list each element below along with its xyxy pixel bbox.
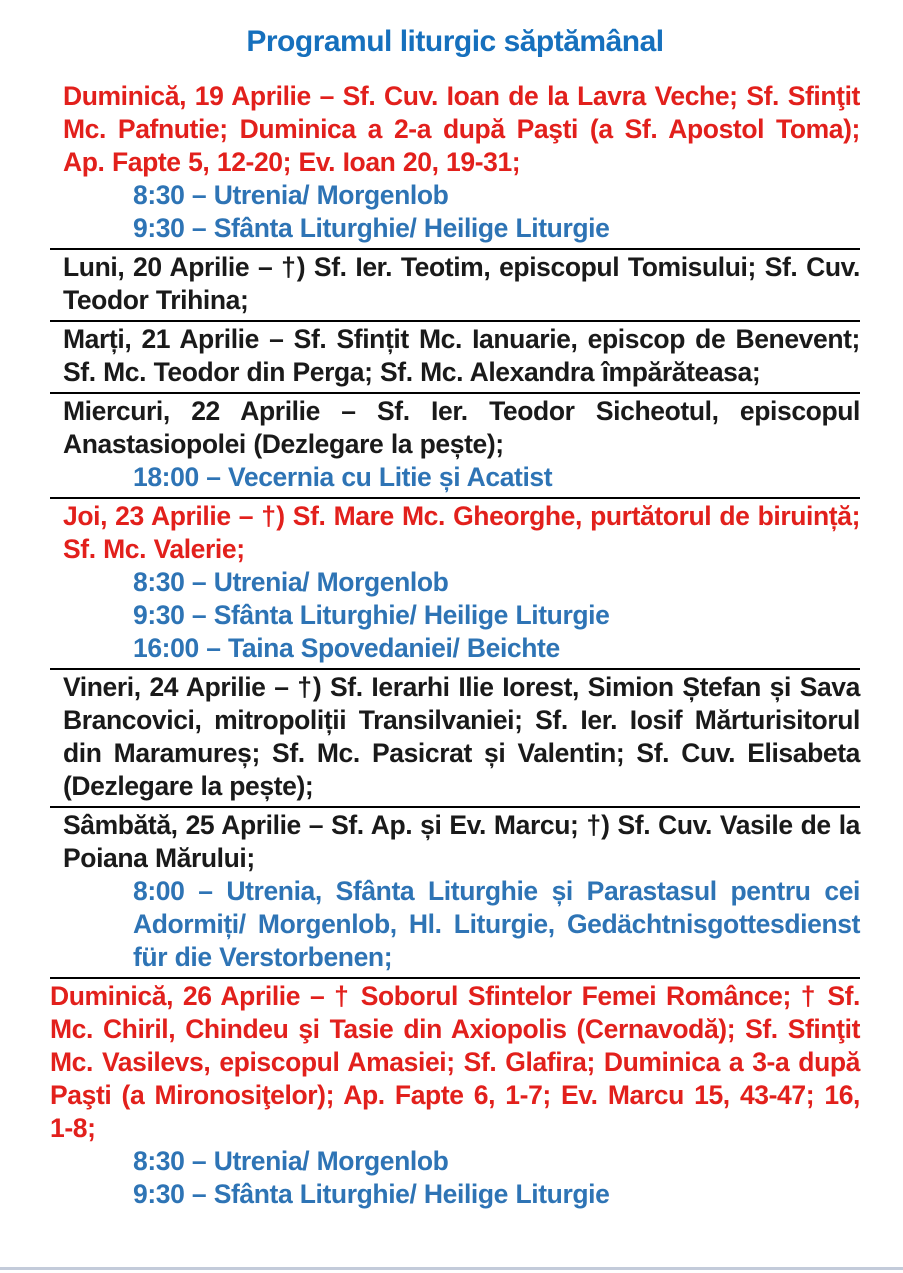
day-schedule: [50, 875, 860, 974]
schedule-line: 8:30 – Utrenia/ Morgenlob: [133, 567, 449, 597]
day-schedule: [50, 179, 860, 245]
section-separator: [50, 497, 860, 499]
schedule-line: 9:30 – Sfânta Liturghie/ Heilige Liturgie: [133, 213, 610, 243]
page-bottom-rule: [0, 1267, 903, 1270]
section-separator: [50, 392, 860, 394]
schedule-line: 9:30 – Sfânta Liturghie/ Heilige Liturgie: [133, 1179, 610, 1209]
day-section: [50, 248, 860, 317]
section-separator: [50, 320, 860, 322]
day-entry-text: Miercuri, 22 Aprilie – Sf. Ier. Teodor Sicheotul, episcopul Anastasiopolei (Dezlegare la pește);: [63, 396, 860, 459]
schedule-line: 8:30 – Utrenia/ Morgenlob: [133, 180, 449, 210]
day-entry-text: Vineri, 24 Aprilie – †) Sf. Ierarhi Ilie Iorest, Simion Ștefan și Sava Brancovici, mitropoliții Transilvaniei; Sf. Ier. Iosif Mărturisitorul din Maramureș; Sf. Mc. Pasicrat și Valentin; Sf. Cuv. Elisabeta (Dezlegare la pește);: [63, 672, 860, 801]
day-entry-text: Luni, 20 Aprilie – †) Sf. Ier. Teotim, episcopul Tomisului; Sf. Cuv. Teodor Trihina;: [63, 252, 860, 315]
day-section: [50, 668, 860, 803]
schedule-line: 16:00 – Taina Spovedaniei/ Beichte: [133, 633, 560, 663]
day-section: [50, 977, 860, 1211]
day-section: [50, 392, 860, 494]
page-title: Programul liturgic săptămânal: [246, 25, 664, 58]
day-entry-text: Marți, 21 Aprilie – Sf. Sfințit Mc. Ianuarie, episcop de Benevent; Sf. Mc. Teodor din Perga; Sf. Mc. Alexandra împărăteasa;: [63, 324, 860, 387]
section-separator: [50, 668, 860, 670]
section-separator: [50, 806, 860, 808]
day-entry-text: Joi, 23 Aprilie – †) Sf. Mare Mc. Gheorghe, purtătorul de biruință; Sf. Mc. Valerie;: [63, 501, 860, 564]
schedule-line: 8:00 – Utrenia, Sfânta Liturghie și Parastasul pentru cei Adormiți/ Morgenlob, Hl. Liturgie, Gedächtnisgottesdienst für die Verstorbenen;: [133, 876, 860, 972]
day-schedule: [50, 461, 860, 494]
program-sections: [50, 80, 860, 1211]
day-schedule: [50, 566, 860, 665]
section-separator: [50, 248, 860, 250]
day-section: [50, 80, 860, 245]
schedule-line: 9:30 – Sfânta Liturghie/ Heilige Liturgie: [133, 600, 610, 630]
day-schedule: [50, 1145, 860, 1211]
day-section: [50, 320, 860, 389]
section-separator: [50, 977, 860, 979]
day-entry-text: Duminică, 26 Aprilie – † Soborul Sfintelor Femei Românce; † Sf. Mc. Chiril, Chindeu şi Tasie din Axiopolis (Cernavodă); Sf. Sfinţit Mc. Vasilevs, episcopul Amasiei; Sf. Glafira; Duminica a 3-a după Paşti (a Mironosiţelor); Ap. Fapte 6, 1-7; Ev. Marcu 15, 43-47; 16, 1-8;: [50, 981, 860, 1143]
schedule-line: 8:30 – Utrenia/ Morgenlob: [133, 1146, 449, 1176]
day-section: [50, 806, 860, 974]
schedule-line: 18:00 – Vecernia cu Litie și Acatist: [133, 462, 553, 492]
day-entry-text: Sâmbătă, 25 Aprilie – Sf. Ap. și Ev. Marcu; †) Sf. Cuv. Vasile de la Poiana Mărului;: [63, 810, 860, 873]
day-section: [50, 497, 860, 665]
day-entry-text: Duminică, 19 Aprilie – Sf. Cuv. Ioan de la Lavra Veche; Sf. Sfinţit Mc. Pafnutie; Duminica a 2-a după Paşti (a Sf. Apostol Toma); Ap. Fapte 5, 12-20; Ev. Ioan 20, 19-31;: [63, 81, 860, 177]
